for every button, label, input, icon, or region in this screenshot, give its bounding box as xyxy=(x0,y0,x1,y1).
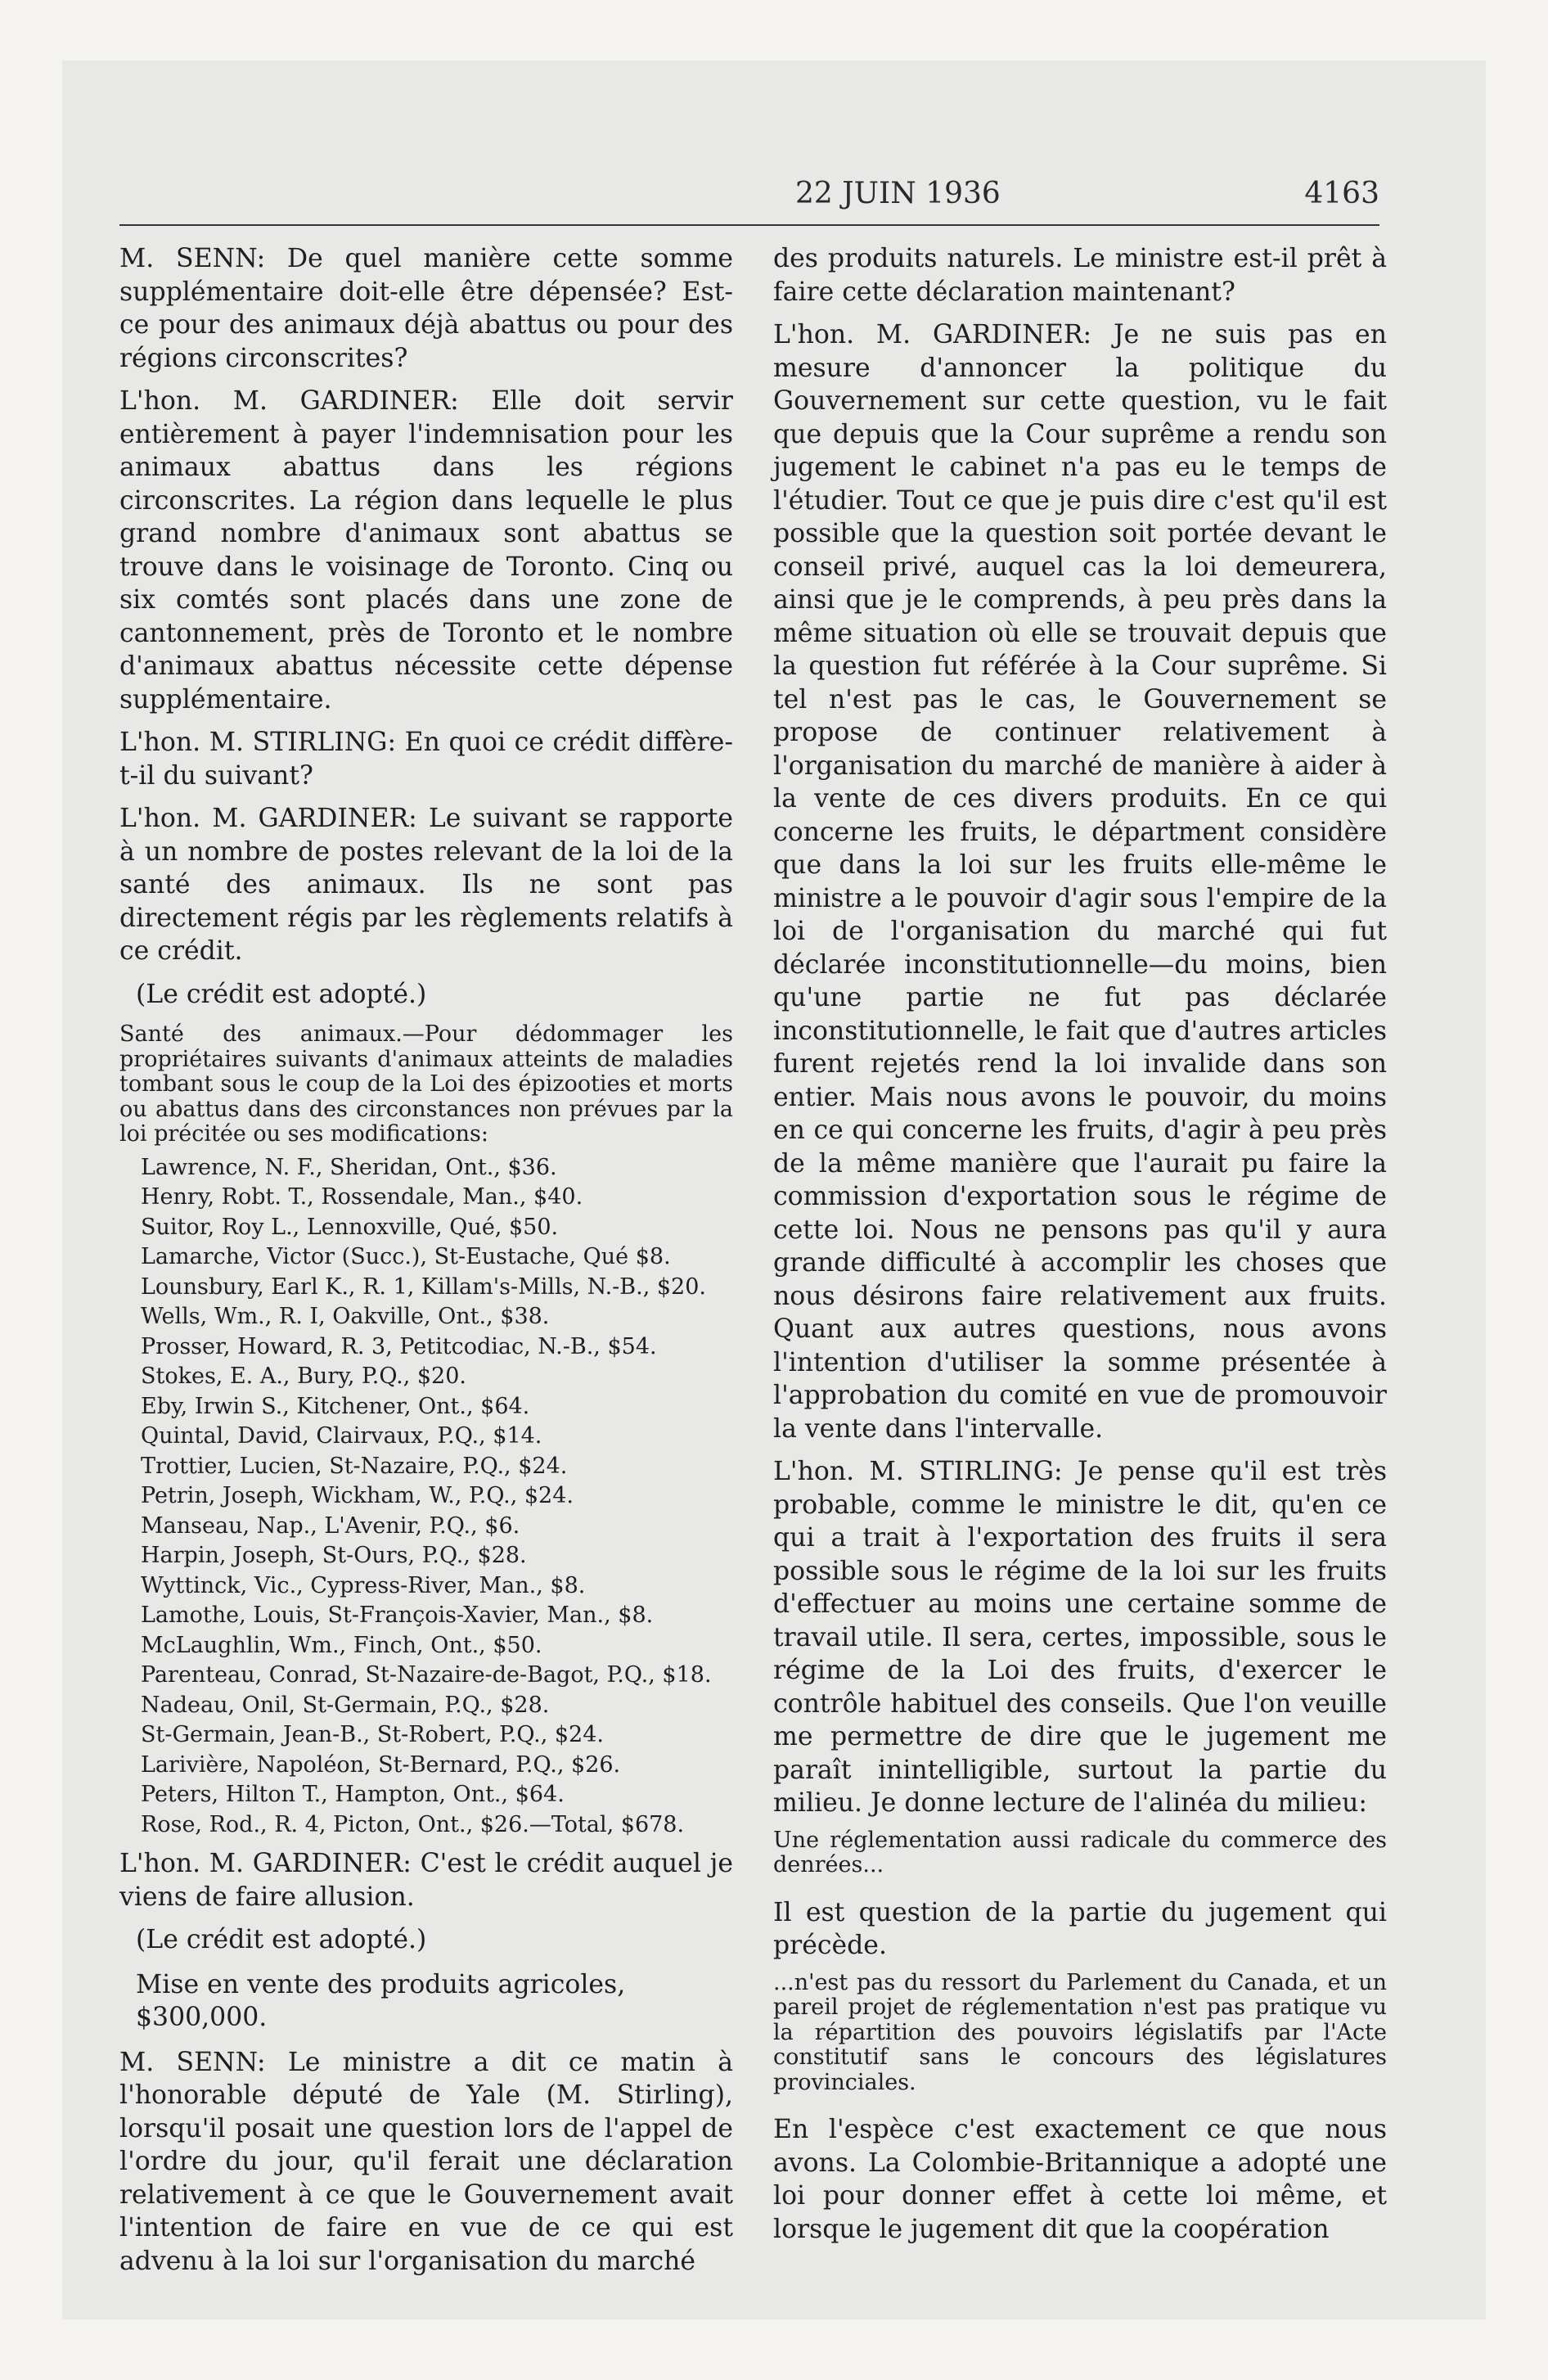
adopted-note-1: (Le crédit est adopté.) xyxy=(136,979,427,1009)
header-date: 22 JUIN 1936 xyxy=(795,177,1001,210)
quote-1-text: Une réglementation aussi radicale du commerce des denrées... xyxy=(773,1827,1387,1877)
claim-item: Wells, Wm., R. I, Oakville, Ont., $38. xyxy=(141,1304,550,1329)
claim-item: McLaughlin, Wm., Finch, Ont., $50. xyxy=(141,1632,542,1658)
claim-item: Harpin, Joseph, St-Ours, P.Q., $28. xyxy=(141,1543,527,1568)
quote-2-text: ...n'est pas du ressort du Parlement du Canada, et un pareil projet de réglementation n'est pas pratique vu la répartition des pouvoirs législatifs par l'Acte constitutif sans le concours des législatures provinciales. xyxy=(773,1969,1387,2095)
judgment-quote-1 xyxy=(773,1828,1387,1878)
vote-intro-text: Santé des animaux.—Pour dédommager les propriétaires suivants d'animaux atteints de maladies tombant sous le coup de la Loi des épizooties et morts ou abattus dans des circonstances non prévues par la loi précitée ou ses modifications: xyxy=(119,1021,733,1147)
claim-item: Quintal, David, Clairvaux, P.Q., $14. xyxy=(141,1423,542,1449)
claim-item: Lamarche, Victor (Succ.), St-Eustache, Qué $8. xyxy=(141,1244,671,1269)
gardiner-answer-3: L'hon. M. GARDINER: C'est le crédit auquel je viens de faire allusion. xyxy=(119,1849,733,1912)
claim-item: Wyttinck, Vic., Cypress-River, Man., $8. xyxy=(141,1572,586,1598)
page-header xyxy=(771,177,1379,213)
senn-question-2-continued: des produits naturels. Le ministre est-il prêt à faire cette déclaration maintenant? xyxy=(773,244,1387,307)
claims-list xyxy=(119,1156,733,1838)
claim-item: Henry, Robt. T., Rossendale, Man., $40. xyxy=(141,1184,583,1210)
claim-item: Lawrence, N. F., Sheridan, Ont., $36. xyxy=(141,1154,557,1180)
senn-question-1: M. SENN: De quel manière cette somme supplémentaire doit-elle être dépensée? Est-ce pour des animaux déjà abattus ou pour des régions circonscrites? xyxy=(119,244,733,373)
gardiner-answer-4: L'hon. M. GARDINER: Je ne suis pas en mesure d'annoncer la politique du Gouvernement sur cette question, vu le fait que depuis que la Cour suprême a rendu son jugement le cabinet n'a pas eu le temps de l'étudier. Tout ce que je puis dire c'est qu'il est possible que la question soit portée devant le conseil privé, auquel cas la loi demeurera, ainsi que je le comprends, à peu près dans la même situation où elle se trouvait depuis que la question fut référée à la Cour suprême. Si tel n'est pas le cas, le Gouvernement se propose de continuer relativement à l'organisation du marché de manière à aider à la vente de ces divers produits. En ce qui concerne les fruits, le départment considère que dans la loi sur les fruits elle-même le ministre a le pouvoir d'agir sous l'empire de la loi de l'organisation du marché qui fut déclarée inconstitutionnelle—du moins, bien qu'une partie ne fut pas déclarée inconstitutionnelle, le fait que d'autres articles furent rejetés rend la loi invalide dans son entier. Mais nous avons le pouvoir, du moins en ce qui concerne les fruits, d'agir à peu près de la même manière que l'aurait pu faire la commission d'exportation sous le régime de cette loi. Nous ne pensons pas qu'il y aura grande difficulté à accomplir les choses que nous désirons faire relativement aux fruits. Quant aux autres questions, nous avons l'intention d'utiliser la somme présentée à l'approbation du comité en vue de promouvoir la vente dans l'intervalle. xyxy=(773,320,1387,1444)
vote-heading: Mise en vente des produits agricoles, $300,000. xyxy=(136,1969,626,2032)
final-paragraph: En l'espèce c'est exactement ce que nous avons. La Colombie-Britannique a adopté une loi pour donner effet à cette loi même, et lorsque le jugement dit que la coopération xyxy=(773,2115,1387,2244)
claim-item: Larivière, Napoléon, St-Bernard, P.Q., $26. xyxy=(141,1751,621,1778)
claim-item: Stokes, E. A., Bury, P.Q., $20. xyxy=(141,1364,466,1389)
right-column xyxy=(773,242,1387,2264)
claim-item: Lamothe, Louis, St-François-Xavier, Man., $8. xyxy=(141,1602,654,1628)
adopted-note-2: (Le crédit est adopté.) xyxy=(136,1925,427,1954)
claim-item: Suitor, Roy L., Lennoxville, Qué, $50. xyxy=(141,1214,559,1240)
question-part-note: Il est question de la partie du jugement qui précède. xyxy=(773,1897,1387,1960)
judgment-quote-2 xyxy=(773,1971,1387,2096)
claim-item: Prosser, Howard, R. 3, Petitcodiac, N.-B., $54. xyxy=(141,1333,657,1359)
claim-item: Lounsbury, Earl K., R. 1, Killam's-Mills, N.-B., $20. xyxy=(141,1273,706,1300)
stirling-statement: L'hon. M. STIRLING: Je pense qu'il est très probable, comme le ministre le dit, qu'en ce qui a trait à l'exportation des fruits il sera possible sous le régime de la loi sur les fruits d'effectuer au moins une certaine somme de travail utile. Il sera, certes, impossible, sous le régime de la Loi des fruits, d'exercer le contrôle habituel des conseils. Que l'on veuille me permettre de dire que le jugement me paraît inintelligible, surtout la partie du milieu. Je donne lecture de l'alinéa du milieu: xyxy=(773,1457,1387,1818)
claim-item: Parenteau, Conrad, St-Nazaire-de-Bagot, P.Q., $18. xyxy=(141,1662,712,1688)
senn-question-2: M. SENN: Le ministre a dit ce matin à l'honorable député de Yale (M. Stirling), lorsqu'il posait une question lors de l'appel de l'ordre du jour, qu'il ferait une déclaration relativement à ce que le Gouvernement avait l'intention de faire en vue de ce qui est advenu à la loi sur l'organisation du marché xyxy=(119,2047,733,2276)
claim-item: Petrin, Joseph, Wickham, W., P.Q., $24. xyxy=(141,1483,574,1508)
vote-intro xyxy=(119,1022,733,1147)
claim-item: Peters, Hilton T., Hampton, Ont., $64. xyxy=(141,1782,565,1807)
claim-item: Nadeau, Onil, St-Germain, P.Q., $28. xyxy=(141,1692,550,1718)
claim-item: St-Germain, Jean-B., St-Robert, P.Q., $24. xyxy=(141,1722,604,1747)
page-number: 4163 xyxy=(1304,177,1379,210)
gardiner-answer-2: L'hon. M. GARDINER: Le suivant se rapporte à un nombre de postes relevant de la loi de la santé des animaux. Ils ne sont pas directement régis par les règlements relatifs à ce crédit. xyxy=(119,804,733,966)
claim-item: Eby, Irwin S., Kitchener, Ont., $64. xyxy=(141,1393,530,1419)
gardiner-answer-1: L'hon. M. GARDINER: Elle doit servir entièrement à payer l'indemnisation pour les animaux abattus dans les régions circonscrites. La région dans lequelle le plus grand nombre d'animaux sont abattus se trouve dans le voisinage de Toronto. Cinq ou six comtés sont placés dans une zone de cantonnement, près de Toronto et le nombre d'animaux abattus nécessite cette dépense supplémentaire. xyxy=(119,386,733,714)
stirling-question-1: L'hon. M. STIRLING: En quoi ce crédit diffère-t-il du suivant? xyxy=(119,728,733,791)
claim-item: Trottier, Lucien, St-Nazaire, P.Q., $24. xyxy=(141,1453,568,1479)
claim-item: Manseau, Nap., L'Avenir, P.Q., $6. xyxy=(141,1512,520,1539)
claim-item: Rose, Rod., R. 4, Picton, Ont., $26.—Total, $678. xyxy=(141,1811,685,1837)
left-column xyxy=(119,242,733,2276)
header-rule xyxy=(119,224,1379,226)
